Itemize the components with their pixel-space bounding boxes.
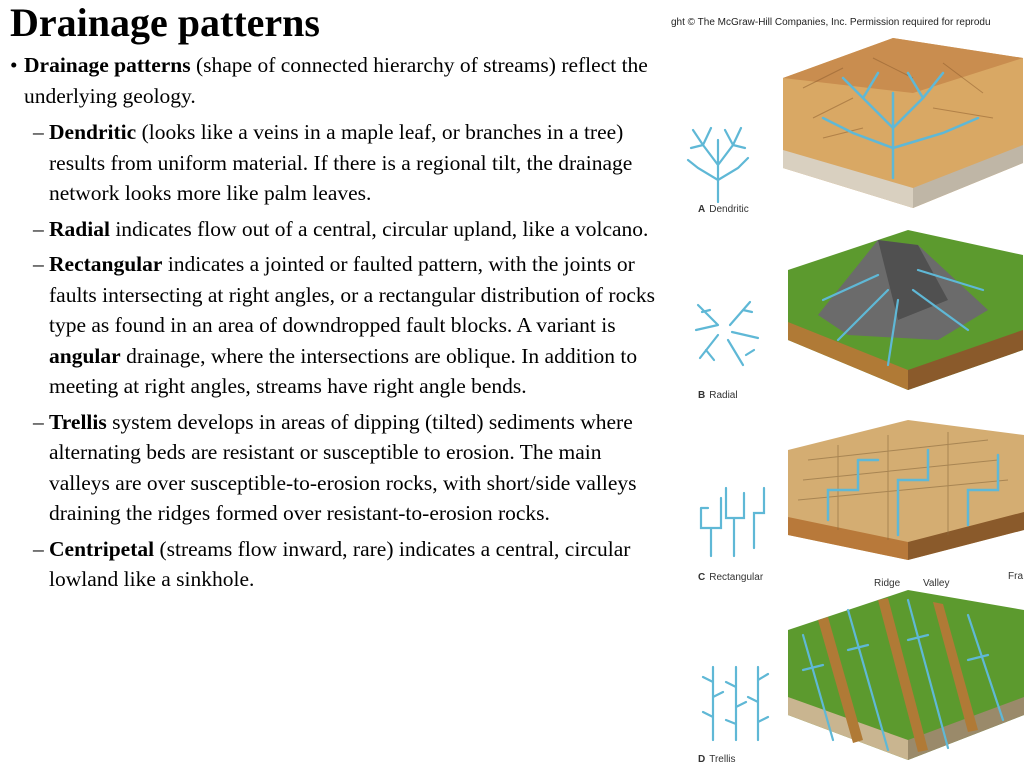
bullet-marker: • [10,53,18,77]
radial-pattern-icon [688,290,763,370]
panel-label-b: B Radial [698,390,738,401]
term-rectangular: Rectangular [49,252,163,276]
term-centripetal: Centripetal [49,536,155,561]
item-dendritic [8,117,663,209]
text-centripetal: (streams flow inward, rare) indicates a central, circular lowland like a sinkhole. [49,536,631,591]
intro-bullet [8,50,663,111]
rectangular-block-diagram [788,420,1024,565]
dendritic-block-diagram [783,38,1023,208]
intro-term: Drainage patterns [24,53,191,77]
term-dendritic: Dendritic [49,120,137,144]
panel-label-a: A Dendritic [698,204,749,215]
intro-text: (shape of connected hierarchy of streams) reflect the underlying geology. [24,53,648,108]
trellis-pattern-icon [698,662,773,742]
dash-marker: – [33,252,44,276]
item-radial [8,214,663,245]
text-rectangular: indicates a jointed or faulted pattern, with the joints or faults intersecting at right angles, or a rectangular distribution of rocks type as found in an area of downdropped fault blocks. A variant is [49,252,655,337]
panel-label-c: C Rectangular [698,572,764,583]
text-trellis: system develops in areas of dipping (tilted) sediments where alternating beds are resistant or susceptible to erosion. The main valleys are over susceptible-to-erosion rocks, with short/side valleys draining the ridges formed over resistant-to-erosion rocks. [49,409,637,525]
rectangular-pattern-icon [696,478,771,558]
term-angular: angular [49,343,121,368]
trellis-block-diagram [788,590,1024,760]
dash-marker: – [33,536,44,561]
radial-block-diagram [788,230,1023,390]
term-radial: Radial [49,216,110,241]
slide-body [8,50,663,600]
item-rectangular [8,249,663,402]
drainage-figure [668,0,1024,768]
dendritic-pattern-icon [683,120,753,205]
dash-marker: – [33,409,44,434]
valley-annotation: Valley [923,578,950,589]
dash-marker: – [33,216,44,241]
text-radial: indicates flow out of a central, circular upland, like a volcano. [109,216,649,241]
panel-label-d: D Trellis [698,754,736,765]
item-trellis [8,407,663,529]
dash-marker: – [33,120,44,144]
fracture-annotation: Fra [1008,571,1023,582]
ridge-annotation: Ridge [874,578,901,589]
text-dendritic: (looks like a veins in a maple leaf, or branches in a tree) results from uniform material. If there is a regional tilt, the drainage network looks more like palm leaves. [49,120,633,205]
text-angular: drainage, where the intersections are oblique. In addition to meeting at right angles, streams have right angle bends. [49,343,638,398]
item-centripetal [8,534,663,595]
copyright-credit: ght © The McGraw-Hill Companies, Inc. Permission required for reprodu [671,17,991,28]
term-trellis: Trellis [49,409,107,434]
slide-title: Drainage patterns [10,0,320,45]
